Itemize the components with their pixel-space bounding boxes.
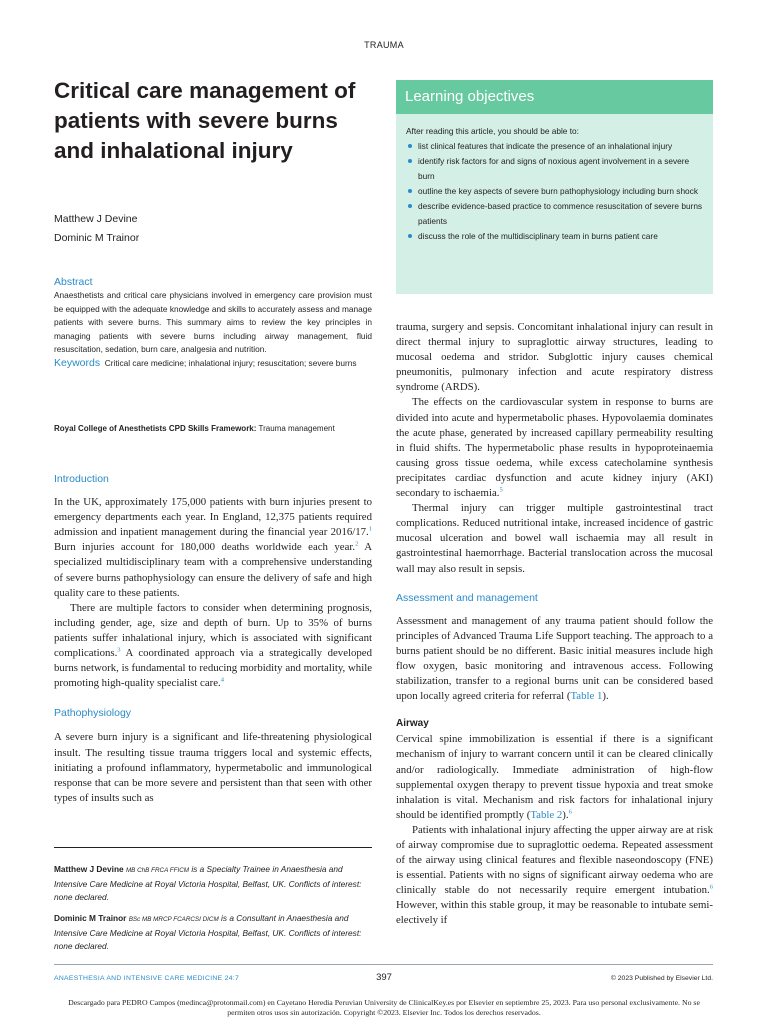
citation[interactable]: 2 [355, 540, 359, 548]
cpd-framework-value: Trauma management [258, 424, 335, 433]
citation[interactable]: 6 [709, 883, 713, 891]
learning-objectives-list [406, 139, 703, 244]
introduction-heading: Introduction [54, 473, 109, 485]
page-number: 397 [376, 972, 392, 983]
download-notice: Descargado para PEDRO Campos (medinca@protonmail.com) en Cayetano Heredia Peruvian University de ClinicalKey.es por Elsevier en septiembre 25, 2023. Para uso personal exclusivamente. No se permiten otros usos sin autorización. Copyright ©2023. Elsevier Inc. Todos los derechos reservados. [68, 998, 700, 1017]
keywords-label: Keywords [54, 356, 101, 369]
learning-objective-item: outline the key aspects of severe burn pathophysiology including burn shock [406, 184, 703, 199]
citation[interactable]: 6 [568, 808, 572, 816]
author-bio: Dominic M Trainor BSc MB MRCP FCARCSI DICM is a Consultant in Anaesthesia and Intensive Care Medicine at Royal Victoria Hospital, Belfast, UK. Conflicts of interest: none declared. [54, 913, 362, 951]
learning-objective-item: list clinical features that indicate the presence of an inhalational injury [406, 139, 703, 154]
article-title: Critical care management of patients with severe burns and inhalational injury [54, 78, 356, 163]
table-link[interactable]: Table 1 [570, 690, 603, 703]
author-name: Matthew J Devine [54, 213, 138, 225]
learning-objectives-box [396, 80, 713, 294]
cpd-framework-label: Royal College of Anesthetists CPD Skills Framework: [54, 424, 257, 433]
introduction-paragraph: In the UK, approximately 175,000 patients with burn injuries present to emergency departments each year. In England, 12,375 patients required admission and inpatient management during the financial year 2016/17.$^1$ Burn injuries account for 180,000 deaths worldwide each year.$^2$ A specialized multidisciplinary team with a comprehensive understanding of severe burns pathophysiology can ensure the delivery of safe and high quality care to these patients. [54, 496, 372, 599]
learning-objective-item: identify risk factors for and signs of noxious agent involvement in a severe burn [406, 154, 703, 184]
author-list [54, 210, 139, 248]
author-bios [54, 863, 372, 962]
cpd-framework-note [54, 424, 335, 433]
keywords-text: Critical care medicine; inhalational injury; resuscitation; severe burns [104, 357, 357, 368]
footer-divider [54, 964, 713, 965]
footer-copyright: © 2023 Published by Elsevier Ltd. [610, 975, 713, 982]
citation[interactable]: 3 [117, 646, 121, 654]
assessment-paragraph: Assessment and management of any trauma patient should follow the principles of Advanced Trauma Life Support teaching. The approach to a burns patient should be no different. Basic initial measures include high flow oxygen, basic monitoring and intravenous access. Following stabilization, transfer to a regional burns unit can be considered based upon locally agreed criteria for referral (Table 1). [396, 614, 713, 703]
citation[interactable]: 5 [499, 486, 503, 494]
airway-paragraph: Cervical spine immobilization is essential if there is a significant mechanism of injury to warrant concern until it can be cleared clinically and/or radiologically. Immediate administration of high-flow supplemental oxygen therapy to prevent tissue hypoxia and treat smoke inhalation is vital. Mechanism and risk factors for inhalational injury should be identified promptly (Table 2).$^6$ [396, 733, 713, 821]
airway-paragraph: Patients with inhalational injury affecting the upper airway are at risk of airway compromise due to supraglottic oedema. Repeated assessment of the airway using clinical features and flexible naseondoscopy (FNE) is essential. Patients with no signs of significant airway oedema who are clinically stable do not necessarily require emergent intubation.$^6$ However, within this stable group, it may be reasonable to intubate semi-electively if [396, 823, 713, 927]
footer-journal: ANAESTHESIA AND INTENSIVE CARE MEDICINE 24:7 [54, 975, 240, 982]
bio-divider [54, 847, 372, 848]
table-link[interactable]: Table 2 [530, 808, 563, 821]
learning-objectives-intro: After reading this article, you should be able to: [406, 126, 579, 136]
abstract-heading: Abstract [54, 276, 93, 288]
learning-objective-item: discuss the role of the multidisciplinary team in burns patient care [406, 229, 703, 244]
right-column [396, 320, 713, 929]
citation[interactable]: 1 [368, 525, 372, 533]
keywords [54, 357, 372, 371]
airway-heading: Airway [396, 718, 429, 730]
left-column [54, 472, 372, 806]
body-paragraph: The effects on the cardiovascular system in response to burns are divided into acute and hypermetabolic phases. Hypovolaemia dominates the acute phase, generated by increased capillary permeability resulting in fluid shifts. The hypermetabolic phase results in hypoproteinaemia causing gross tissue oedema, while excess catecholamine synthesis precipitates cardiac dysfunction and acute kidney injury (AKI) secondary to ischaemia.$^5$ [396, 396, 713, 500]
section-label: TRAUMA [364, 40, 404, 50]
abstract-section [54, 275, 372, 370]
citation[interactable]: 4 [220, 676, 224, 684]
learning-objectives-heading: Learning objectives [396, 80, 713, 114]
author-bio: Matthew J Devine MB ChB FRCA FFICM is a Specialty Trainee in Anaesthesia and Intensive Care Medicine at Royal Victoria Hospital, Belfast, UK. Conflicts of interest: none declared. [54, 864, 362, 902]
assessment-heading: Assessment and management [396, 591, 538, 604]
learning-objective-item: describe evidence-based practice to commence resuscitation of severe burns patients [406, 199, 703, 229]
introduction-paragraph: There are multiple factors to consider when determining prognosis, including gender, age, size and depth of burn. Up to 35% of burns patients suffer inhalational injury, which is associated with significant complications.$^3$ A coordinated approach via a strategically developed burns network, is fundamental to reducing morbidity and mortality, while promoting high-quality specialist care.$^4$ [54, 601, 372, 690]
pathophysiology-paragraph: A severe burn injury is a significant and life-threatening physiological insult. The resulting tissue trauma triggers local and systemic effects, initiating a profound inflammatory, hypermetabolic and immunological response that can be more severe and persistent than that seen with other types of insults such as [54, 731, 372, 804]
author-name: Dominic M Trainor [54, 232, 140, 244]
abstract-text: Anaesthetists and critical care physicians involved in emergency care provision must be equipped with the adequate knowledge and skills to accurately assess and manage patients with severe burns. This summary aims to review the key principles in managing patients with severe burns including airway management, fluid resuscitation, sedation, burn care, analgesia and nutrition. [54, 290, 372, 354]
body-paragraph: Thermal injury can trigger multiple gastrointestinal tract complications. Reduced nutritional intake, increased incidence of gastric mucosal ulceration and bowel wall ischaemia may all result in gastrointestinal haemorrhage. Bacterial translocation across the mucosal wall may also result in sepsis. [396, 502, 713, 575]
pathophysiology-heading: Pathophysiology [54, 707, 132, 720]
body-paragraph: trauma, surgery and sepsis. Concomitant inhalational injury can result in direct thermal injury to supraglottic airway structures, leading to mucosal oedema and stridor. Subglottic injury causes chemical pneumonitis, pulmonary infection and acute respiratory distress syndrome (ARDS). [396, 321, 713, 394]
